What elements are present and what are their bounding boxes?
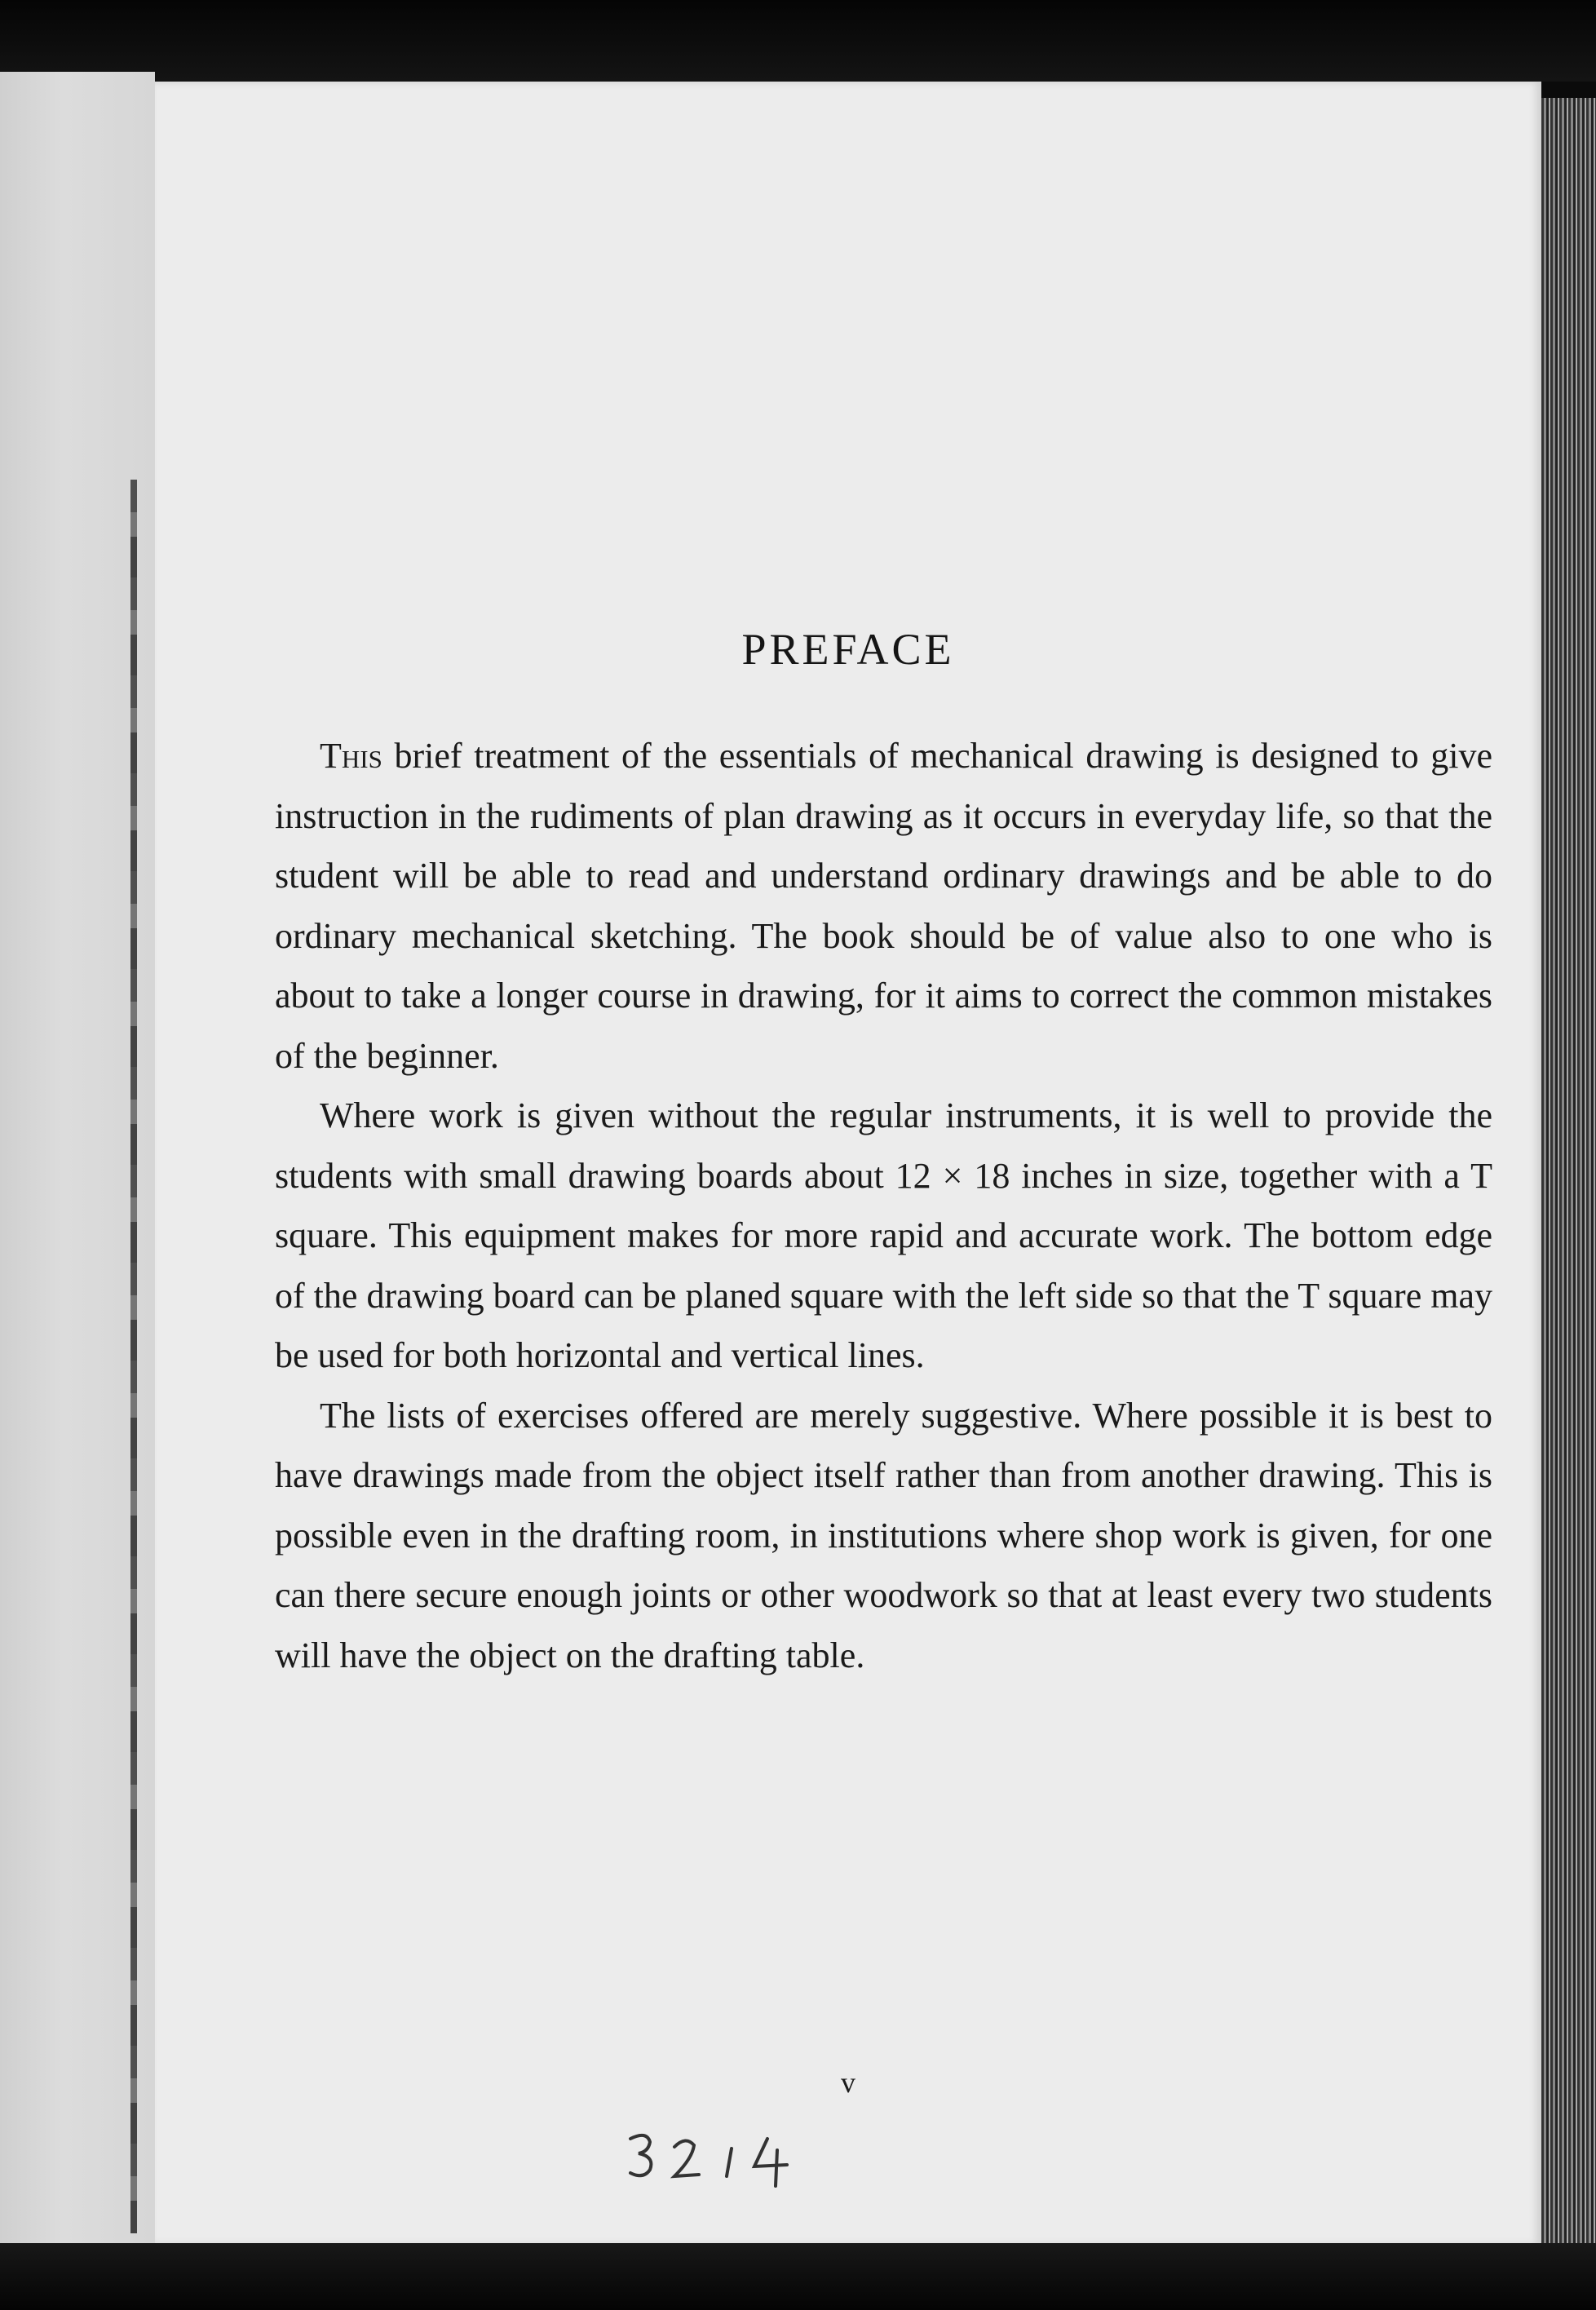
paragraph-2: [275, 1086, 1492, 1386]
scan-border-top: [0, 0, 1596, 82]
page-edges-right: [1541, 98, 1596, 2251]
paragraph-text: The lists of exercises offered are merely suggestive. Where possible it is best to have drawings made from the object itself rather than from another drawing. This is possible even in the drafting room, in institutions where shop work is given, for one can there secure enough joints or other woodwork so that at least every two students will have the object on the drafting table.: [275, 1395, 1492, 1675]
paragraph-lead: This: [320, 736, 382, 776]
handwritten-note: [624, 2129, 811, 2190]
paragraph-1: [275, 726, 1492, 1086]
facing-page-edge: [0, 72, 155, 2243]
binding-shadow: [130, 480, 137, 2233]
scan-border-bottom: [0, 2243, 1596, 2310]
preface-body: [275, 726, 1492, 1685]
book-page: [155, 82, 1541, 2245]
paragraph-3: [275, 1386, 1492, 1686]
page-number: v: [841, 2066, 855, 2099]
page-title: PREFACE: [741, 625, 955, 674]
paragraph-text: brief treatment of the essentials of mechanical drawing is designed to give instruction in the rudiments of plan drawing as it occurs in everyday life, so that the student will be able to read and understand ordinary drawings and be able to do ordinary mechanical sketching. The book should be of value also to one who is about to take a longer course in drawing, for it aims to correct the common mistakes of the beginner.: [275, 736, 1492, 1076]
paragraph-text: Where work is given without the regular instruments, it is well to provide the students with small drawing boards about 12 × 18 inches in size, together with a T square. This equipment makes for more rapid and accurate work. The bottom edge of the drawing board can be planed square with the left side so that the T square may be used for both horizontal and vertical lines.: [275, 1095, 1492, 1375]
